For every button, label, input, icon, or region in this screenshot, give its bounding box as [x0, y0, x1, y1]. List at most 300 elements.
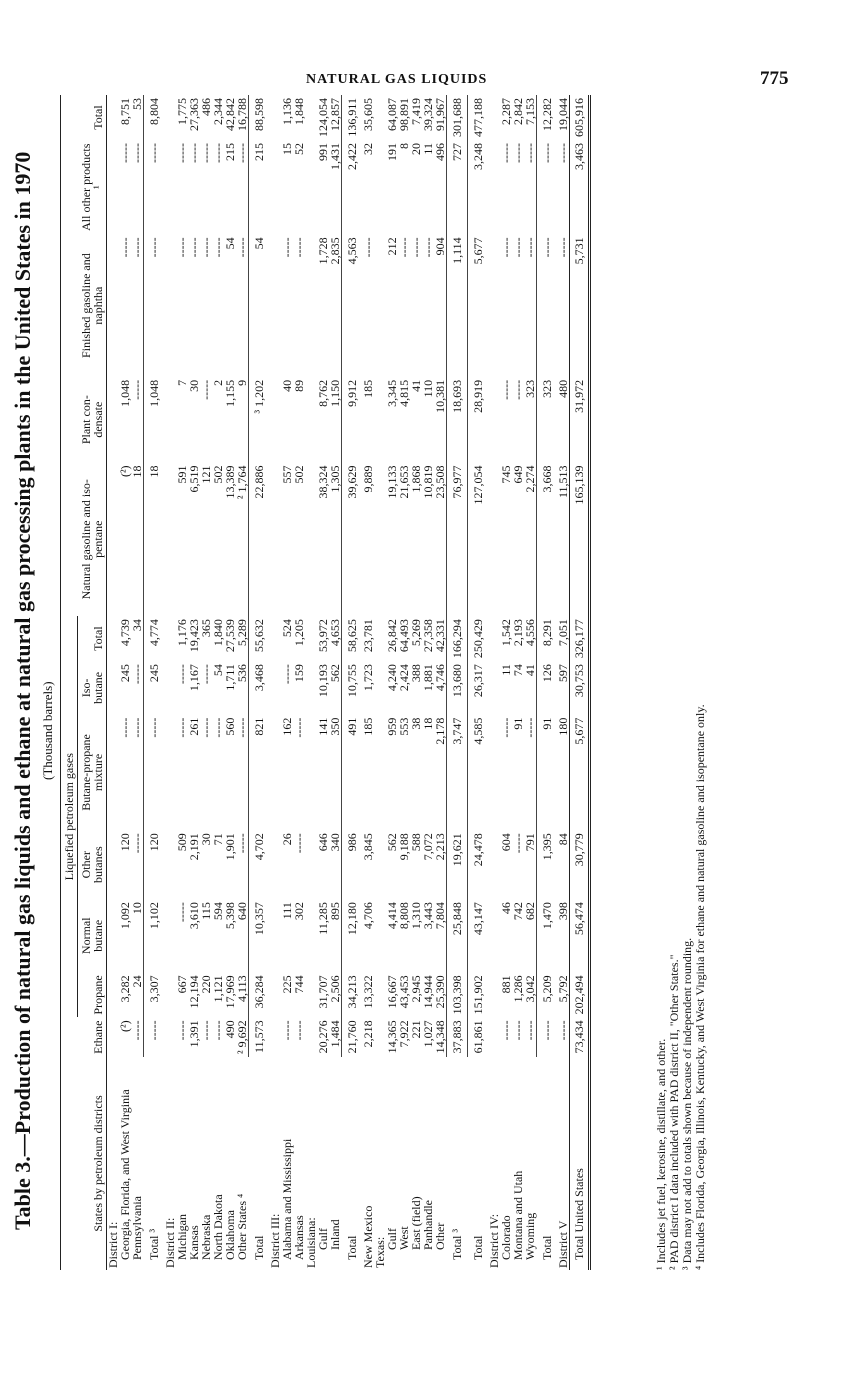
cell-value: -----	[499, 717, 513, 738]
cell-value: 21,653	[397, 465, 411, 499]
cell-value: 26	[280, 833, 294, 846]
cell-value: 1,114	[447, 234, 468, 376]
cell-value: 36,284	[249, 972, 270, 1017]
cell-value: 3,248	[468, 140, 489, 234]
cell-value: 165,139	[570, 462, 590, 616]
cell-value: 58,625	[342, 616, 363, 661]
cell-value: 2,842	[511, 98, 525, 125]
cell-value: 1,728	[316, 237, 330, 265]
cell-value: 4,240	[385, 664, 399, 692]
cell-value: 3,668	[537, 462, 558, 616]
cell-value: -----	[175, 717, 189, 738]
cell-value: -----	[511, 833, 525, 854]
cell-value: -----	[144, 140, 165, 234]
cell-value: 821	[249, 715, 270, 831]
cell-value: 12,180	[342, 899, 363, 972]
row-label: Total	[344, 1235, 359, 1260]
cell-value: -----	[421, 237, 435, 258]
cell-value: 31,707	[316, 975, 330, 1009]
cell-value: 111	[280, 902, 294, 920]
cell-value: 3,747	[447, 715, 468, 831]
cell-value: 11	[499, 664, 513, 676]
cell-value: 502	[292, 465, 306, 484]
cell-value: -----	[361, 237, 375, 258]
cell-value: -----	[280, 237, 294, 258]
table-row	[570, 95, 590, 1270]
cell-value: -----	[211, 143, 225, 164]
cell-value: 3,345	[385, 379, 399, 407]
cell-value: -----	[211, 717, 225, 738]
cell-value: 904	[433, 237, 447, 256]
cell-value: 61,861	[468, 1017, 489, 1057]
cell-value: 23,508	[433, 465, 447, 499]
row-label: District I:	[106, 1221, 120, 1268]
row-label: Louisiana:	[304, 1217, 318, 1268]
cell-value: 19,621	[447, 830, 468, 899]
cell-value: 17,969	[223, 975, 237, 1009]
cell-value: 39,324	[421, 98, 435, 131]
cell-value: -----	[556, 237, 570, 258]
cell-value: 2,193	[511, 619, 525, 647]
cell-value: 323	[537, 377, 558, 463]
row-label: District III:	[268, 1213, 282, 1268]
cell-value: -----	[499, 1020, 513, 1041]
table-row	[293, 95, 305, 1270]
cell-value: 365	[199, 619, 213, 638]
cell-value: 11,513	[556, 465, 570, 499]
cell-value: 2,945	[409, 975, 423, 1003]
cell-value: 185	[361, 717, 375, 736]
cell-value: 1,868	[409, 465, 423, 493]
col-isobutane: Iso-butane	[78, 661, 107, 715]
cell-value: 2,191	[187, 833, 201, 861]
cell-value: 245	[144, 661, 165, 715]
cell-value: 881	[499, 975, 513, 994]
cell-value: 1,431	[328, 143, 342, 171]
cell-value: -----	[118, 143, 132, 164]
table-row	[434, 95, 447, 1270]
cell-value: -----	[130, 833, 144, 854]
cell-value: -----	[235, 237, 249, 258]
cell-value: 120	[118, 833, 132, 852]
cell-value: 136,911	[342, 95, 363, 140]
cell-value: 6,519	[187, 465, 201, 493]
cell-value: 120	[144, 830, 165, 899]
row-label: Other	[433, 1222, 448, 1250]
table-row	[224, 95, 236, 1270]
cell-value: 1,286	[511, 975, 525, 1003]
cell-value: -----	[235, 143, 249, 164]
cell-value: 30,779	[570, 830, 590, 899]
header-row-group	[61, 95, 78, 1270]
row-label: Total	[539, 1235, 554, 1260]
table-row	[281, 95, 293, 1270]
cell-value: 1,470	[537, 899, 558, 972]
cell-value: 742	[511, 902, 525, 921]
cell-value: 13,322	[361, 975, 375, 1009]
cell-value: 959	[385, 717, 399, 736]
cell-value: 1,167	[187, 664, 201, 692]
cell-value: -----	[130, 664, 144, 685]
col-ethane: Ethane	[61, 1017, 107, 1057]
cell-value: 11	[421, 143, 435, 155]
cell-value: 4,653	[328, 619, 342, 647]
cell-value: 74	[511, 664, 525, 677]
cell-value: 261	[187, 717, 201, 736]
cell-value: 71	[211, 833, 225, 846]
cell-value: -----	[499, 379, 513, 400]
cell-value: 991	[316, 143, 330, 162]
cell-value: 124,054	[316, 98, 330, 137]
cell-value: 524	[280, 619, 294, 638]
cell-value: 496	[433, 143, 447, 162]
cell-value: 25,390	[433, 975, 447, 1009]
cell-value: 84	[556, 833, 570, 846]
cell-value: 24	[130, 975, 144, 988]
cell-value: 1,840	[211, 619, 225, 647]
table-row	[468, 95, 489, 1270]
cell-value: -----	[130, 1020, 144, 1041]
cell-value: 34	[130, 619, 144, 632]
cell-value: 4,563	[342, 234, 363, 376]
cell-value: 1,048	[144, 377, 165, 463]
row-label: District IV:	[487, 1213, 501, 1268]
row-label: Inland	[328, 1219, 343, 1250]
footnote-2: ² PAD district I data included with PAD district II, "Other States."	[667, 954, 681, 1270]
cell-value: 4,414	[385, 902, 399, 930]
cell-value: 26,842	[385, 619, 399, 653]
cell-value: 2,344	[211, 98, 225, 125]
cell-value: 1,848	[292, 98, 306, 125]
cell-value: 2,213	[433, 833, 447, 861]
cell-value: 18	[144, 462, 165, 616]
table-row	[249, 95, 270, 1270]
cell-value: -----	[144, 715, 165, 831]
cell-value: 91	[537, 715, 558, 831]
cell-value: -----	[499, 143, 513, 164]
row-label: Alabama and Mississippi	[280, 1138, 294, 1260]
cell-value: 127,054	[468, 462, 489, 616]
row-label: Colorado	[499, 1215, 513, 1260]
cell-value: 649	[511, 465, 525, 484]
col-other-products: All other products ¹	[61, 140, 107, 234]
col-lpg-total: Total	[78, 616, 107, 661]
cell-value: 3,307	[144, 972, 165, 1017]
cell-value: -----	[409, 237, 423, 258]
cell-value: 2,287	[499, 98, 513, 125]
cell-value: ² 1,764	[235, 465, 249, 500]
row-label: Total United States	[570, 1057, 590, 1270]
cell-value: 30	[187, 379, 201, 392]
cell-value: -----	[235, 833, 249, 854]
cell-value: 323	[523, 379, 537, 398]
cell-value: 1,048	[118, 379, 132, 407]
cell-value: 89	[292, 379, 306, 392]
cell-value: 605,916	[570, 95, 590, 140]
cell-value: 3,463	[570, 140, 590, 234]
cell-value: 4,702	[249, 830, 270, 899]
table-row	[500, 95, 512, 1270]
cell-value: 16,788	[235, 98, 249, 131]
cell-value: 7,051	[556, 619, 570, 647]
cell-value: 2,274	[523, 465, 537, 493]
row-label: District V	[556, 1220, 570, 1268]
cell-value: 56,474	[570, 899, 590, 972]
table-row	[317, 95, 329, 1270]
cell-value: 4,706	[361, 902, 375, 930]
row-label: Georgia, Florida, and West Virginia	[118, 1089, 132, 1260]
col-plant-condensate: Plant con-densate	[61, 377, 107, 463]
cell-value: 588	[409, 833, 423, 852]
cell-value: 560	[223, 717, 237, 736]
cell-value: 8,751	[118, 98, 132, 125]
cell-value: -----	[118, 237, 132, 258]
cell-value: 180	[556, 717, 570, 736]
cell-value: 250,429	[468, 616, 489, 661]
cell-value: 212	[385, 237, 399, 256]
cell-value: 28,919	[468, 377, 489, 463]
cell-value: ³ 1,202	[249, 377, 270, 463]
cell-value	[269, 462, 281, 616]
cell-value: -----	[556, 143, 570, 164]
cell-value: 30,753	[570, 661, 590, 715]
cell-value: 88,598	[249, 95, 270, 140]
row-label: Total ³	[146, 1228, 161, 1260]
cell-value: 1,881	[421, 664, 435, 692]
cell-value: 562	[385, 833, 399, 852]
cell-value: 1,775	[175, 98, 189, 125]
cell-value: 536	[235, 664, 249, 683]
cell-value: -----	[175, 237, 189, 258]
table-row	[398, 95, 410, 1270]
cell-value: 727	[447, 140, 468, 234]
cell-value: 191	[385, 143, 399, 162]
col-total: Total	[61, 95, 107, 140]
cell-value	[164, 377, 176, 463]
cell-value: 4,774	[144, 616, 165, 661]
cell-value	[107, 462, 120, 616]
cell-value: 2,422	[342, 140, 363, 234]
table-row	[557, 95, 570, 1270]
cell-value: 10,381	[433, 379, 447, 413]
cell-value: 398	[556, 902, 570, 921]
cell-value: 1,155	[223, 379, 237, 407]
cell-value: 301,688	[447, 95, 468, 140]
row-label: Gulf	[316, 1228, 330, 1250]
table-row	[512, 95, 524, 1270]
cell-value: 76,977	[447, 462, 468, 616]
cell-value: 667	[175, 975, 189, 994]
cell-value: 18	[421, 717, 435, 730]
cell-value: 486	[199, 98, 213, 116]
cell-value: 7,072	[421, 833, 435, 861]
cell-value: 38	[409, 717, 423, 730]
table-row	[236, 95, 249, 1270]
cell-value: 8,762	[316, 379, 330, 407]
cell-value: 10,357	[249, 899, 270, 972]
cell-value: -----	[199, 717, 213, 738]
cell-value: 1,102	[144, 899, 165, 972]
cell-value: 604	[499, 833, 513, 852]
cell-value: 4,739	[118, 619, 132, 647]
cell-value: 64,087	[385, 98, 399, 131]
row-label: Total ³	[450, 1228, 464, 1260]
cell-value: 54	[249, 234, 270, 376]
cell-value: 562	[328, 664, 342, 683]
cell-value: 98,891	[397, 98, 411, 131]
cell-value: 16,667	[385, 975, 399, 1009]
cell-value: 91	[511, 717, 525, 730]
cell-value: -----	[292, 717, 306, 738]
cell-value: 10	[130, 902, 144, 915]
cell-value: -----	[511, 1020, 525, 1041]
cell-value: 3,468	[249, 661, 270, 715]
cell-value: 1,542	[499, 619, 513, 647]
row-label: Oklahoma	[223, 1210, 237, 1260]
cell-value: 12,857	[328, 98, 342, 131]
cell-value: 2,835	[328, 237, 342, 265]
cell-value: 14,365	[385, 1020, 399, 1054]
cell-value: 43,147	[468, 899, 489, 972]
col-group-lpg: Liquefied petroleum gases	[61, 616, 78, 1017]
col-butane-propane: Butane-propane mixture	[78, 715, 107, 831]
cell-value: 2,178	[433, 717, 447, 745]
cell-value: 5,289	[235, 619, 249, 647]
cell-value: 12,194	[187, 975, 201, 1009]
cell-value: 159	[292, 664, 306, 683]
cell-value: 13,680	[447, 661, 468, 715]
cell-value: 5,677	[570, 715, 590, 831]
cell-value: 141	[316, 717, 330, 736]
col-other-butanes: Other butanes	[78, 830, 107, 899]
table-subtitle: (Thousand barrels)	[40, 681, 55, 780]
row-label: Gulf	[385, 1228, 399, 1250]
cell-value: 91,967	[433, 98, 447, 131]
cell-value: 2,506	[328, 975, 342, 1003]
cell-value: 1,121	[211, 975, 225, 1003]
cell-value: 490	[223, 1020, 237, 1039]
table-row	[447, 95, 468, 1270]
cell-value: 1,391	[187, 1020, 201, 1048]
table-row	[329, 95, 342, 1270]
cell-value: 302	[292, 902, 306, 921]
cell-value: 4,815	[397, 379, 411, 407]
row-label: New Mexico	[361, 1205, 375, 1268]
cell-value: 115	[199, 902, 213, 920]
cell-value: 185	[361, 379, 375, 398]
cell-value: 7,922	[397, 1020, 411, 1048]
cell-value: 509	[175, 833, 189, 852]
col-natural-gasoline: Natural gasoline and iso-pentane	[61, 462, 107, 616]
cell-value: 162	[280, 717, 294, 736]
cell-value: 3,610	[187, 902, 201, 930]
cell-value: 1,176	[175, 619, 189, 647]
cell-value: -----	[187, 237, 201, 258]
cell-value: 55,632	[249, 616, 270, 661]
cell-value: 986	[342, 830, 363, 899]
cell-value: 13,389	[223, 465, 237, 499]
table-row	[131, 95, 144, 1270]
production-table	[60, 95, 591, 1270]
cell-value: 7,153	[523, 98, 537, 125]
table-row	[488, 95, 500, 1270]
cell-value: 491	[342, 715, 363, 831]
cell-value: 25,848	[447, 899, 468, 972]
cell-value: 340	[328, 833, 342, 852]
cell-value: 7,419	[409, 98, 423, 125]
cell-value: 4,113	[235, 975, 249, 1002]
cell-value: -----	[130, 237, 144, 258]
cell-value: 21,760	[342, 1017, 363, 1057]
cell-value: 73,434	[570, 1017, 590, 1057]
cell-value: 594	[211, 902, 225, 921]
cell-value: 326,177	[570, 616, 590, 661]
cell-value: 27,358	[421, 619, 435, 653]
cell-value: 23,781	[361, 619, 375, 653]
row-label: Pennsylvania	[130, 1196, 145, 1260]
cell-value: 9	[235, 379, 249, 386]
cell-value: 215	[249, 140, 270, 234]
cell-value: 14,348	[433, 1020, 447, 1054]
cell-value: 388	[409, 664, 423, 683]
cell-value: 18	[130, 465, 144, 478]
cell-value: 9,188	[397, 833, 411, 861]
rotated-table-page	[0, 90, 800, 1380]
cell-value: 745	[499, 465, 513, 484]
cell-value: 39,629	[342, 462, 363, 616]
cell-value: -----	[397, 237, 411, 258]
cell-value: 895	[328, 902, 342, 921]
cell-value: 20,276	[316, 1020, 330, 1054]
cell-value: 8,291	[537, 616, 558, 661]
cell-value: -----	[211, 237, 225, 258]
cell-value: -----	[199, 664, 213, 685]
cell-value: -----	[537, 140, 558, 234]
cell-value: -----	[130, 379, 144, 400]
cell-value: -----	[523, 717, 537, 738]
cell-value: 42,842	[223, 98, 237, 131]
cell-value: -----	[292, 833, 306, 854]
cell-value: 46	[499, 902, 513, 915]
cell-value: 110	[421, 379, 435, 398]
cell-value: 151,902	[468, 972, 489, 1017]
cell-value: 8,808	[397, 902, 411, 930]
cell-value: 166,294	[447, 616, 468, 661]
cell-value: 34,213	[342, 972, 363, 1017]
cell-value: -----	[235, 717, 249, 738]
table-row	[524, 95, 537, 1270]
cell-value: -----	[130, 143, 144, 164]
cell-value: 350	[328, 717, 342, 736]
cell-value: 14,944	[421, 975, 435, 1009]
cell-value: 40	[280, 379, 294, 392]
cell-value: 646	[316, 833, 330, 852]
cell-value: 12,282	[537, 95, 558, 140]
row-label: Texas:	[373, 1236, 387, 1268]
cell-value: (²)	[118, 1020, 132, 1032]
row-label: Arkansas	[292, 1215, 306, 1260]
cell-value: 7,804	[433, 902, 447, 930]
cell-value: 103,398	[447, 972, 468, 1017]
cell-value: 43,453	[397, 975, 411, 1009]
cell-value: 1,310	[409, 902, 423, 930]
cell-value: 5,792	[556, 975, 570, 1003]
col-normal-butane: Normal butane	[78, 899, 107, 972]
cell-value: 744	[292, 975, 306, 994]
cell-value: 10,193	[316, 664, 330, 698]
cell-value: 1,395	[537, 830, 558, 899]
cell-value: 4,556	[523, 619, 537, 647]
